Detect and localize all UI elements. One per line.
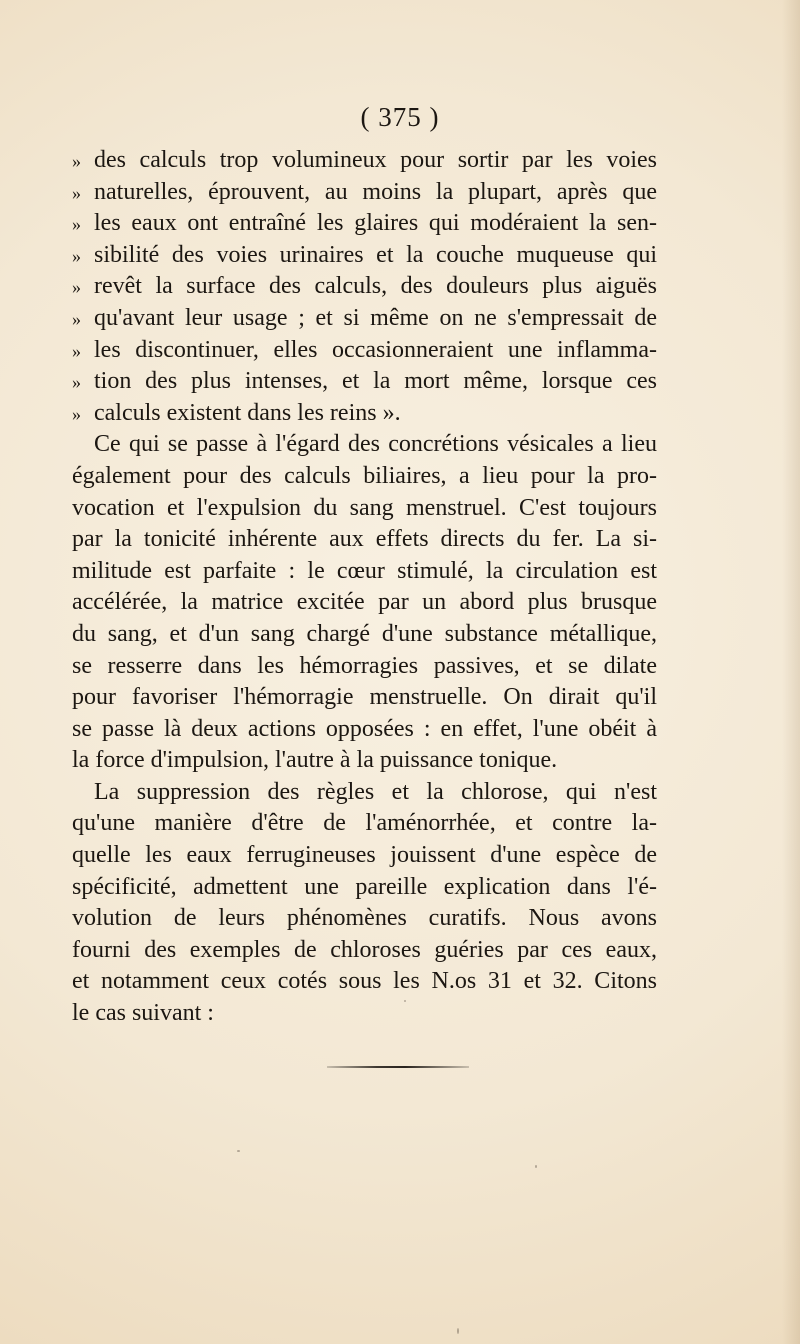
text-line: quelle les eaux ferrugineuses jouissent d'une espèce de [72,842,657,869]
text-line: La suppression des règles et la chlorose, qui n'est [94,778,657,805]
text-line: » calculs existent dans les reins ». [72,398,657,430]
text-line: et notamment ceux cotés sous les N.os 31 et 32. Citons [72,968,657,995]
quote-mark: » [72,245,81,266]
text-line: par la tonicité inhérente aux effets directs du fer. La si- [72,526,657,553]
text-line: se resserre dans les hémorragies passives, et se dilate [72,652,657,679]
section-separator-rule [327,1066,469,1068]
text-line: qu'une manière d'être de l'aménorrhée, et contre la- [72,810,657,837]
paper-speck [404,1000,406,1002]
text-line: le cas suivant : [72,1000,214,1027]
text-line: » tion des plus intenses, et la mort même, lorsque ces [72,366,657,398]
text-line: militude est parfaite : le cœur stimulé, la circulation est [72,557,657,584]
text-line: se passe là deux actions opposées : en effet, l'une obéit à [72,715,657,742]
text-line: » les discontinuer, elles occasionneraient une inflamma- [72,335,657,367]
quote-mark: » [72,151,81,171]
text-line: fourni des exemples de chloroses guéries par ces eaux, [72,936,657,963]
paragraph [72,429,657,777]
text-line: vocation et l'expulsion du sang menstruel. C'est toujours [72,494,657,521]
quote-paragraph [72,145,657,429]
quote-mark: » [72,340,81,361]
text-line: » des calculs trop volumineux pour sortir par les voies [72,145,657,177]
paper-speck [237,1150,240,1152]
paper-speck [535,1165,537,1168]
quote-mark: » [72,372,81,393]
paragraph [72,777,657,1030]
body-text [72,145,657,1030]
text-line: » naturelles, éprouvent, au moins la plupart, après que [72,177,657,209]
text-line: accélérée, la matrice excitée par un abord plus brusque [72,589,657,616]
text-line: pour favoriser l'hémorragie menstruelle. On dirait qu'il [72,684,657,711]
text-line: la force d'impulsion, l'autre à la puissance tonique. [72,747,558,774]
quote-mark: » [72,403,81,424]
quote-mark: » [72,214,81,235]
quote-mark: » [72,277,81,298]
quote-mark: » [72,182,81,203]
page-edge-shadow [782,0,800,1344]
page-number: ( 375 ) [360,102,440,132]
quote-mark: » [72,308,81,329]
text-line: » qu'avant leur usage ; et si même on ne s'empressait de [72,303,657,335]
text-line: également pour des calculs biliaires, a lieu pour la pro- [72,462,657,489]
text-line: » les eaux ont entraîné les glaires qui modéraient la sen- [72,208,657,240]
text-line: » revêt la surface des calculs, des douleurs plus aiguës [72,271,657,303]
text-line: du sang, et d'un sang chargé d'une substance métallique, [72,620,657,647]
paper-speck [457,1328,459,1334]
text-line: volution de leurs phénomènes curatifs. Nous avons [72,905,657,932]
text-line: Ce qui se passe à l'égard des concrétions vésicales a lieu [94,431,657,458]
text-line: spécificité, admettent une pareille explication dans l'é- [72,873,657,900]
text-line: » sibilité des voies urinaires et la couche muqueuse qui [72,240,657,272]
